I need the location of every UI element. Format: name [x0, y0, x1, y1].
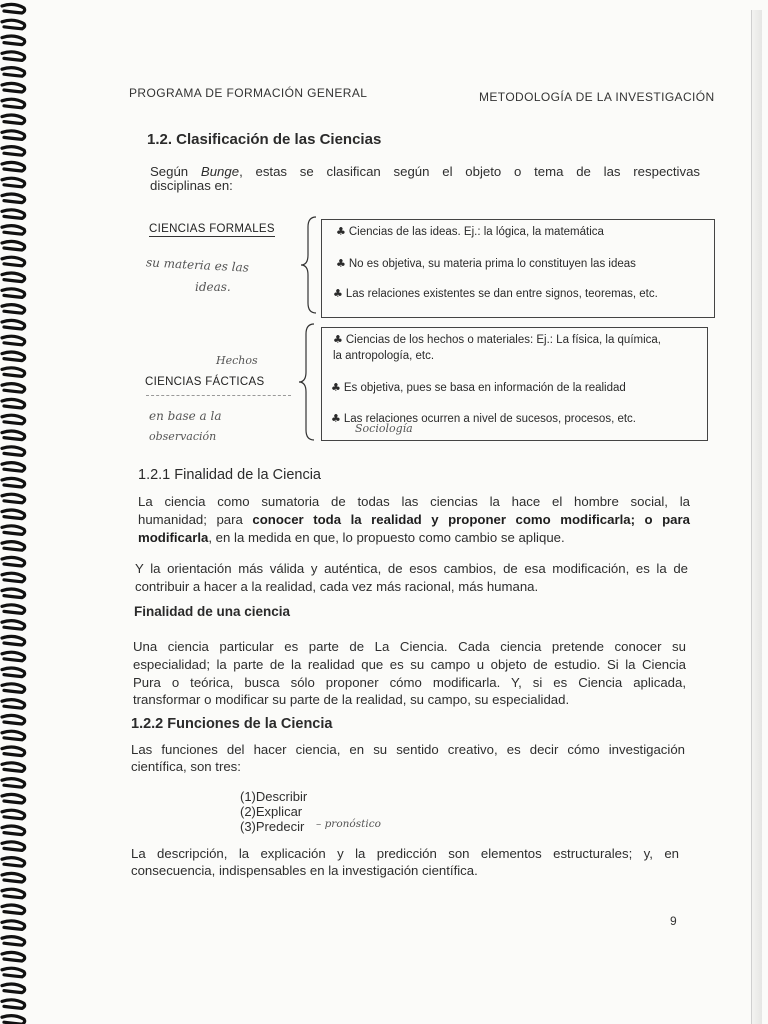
facticas-handwriting-2: en base a la — [149, 409, 222, 423]
spiral-loop — [2, 257, 25, 266]
spiral-loop — [2, 431, 25, 440]
spiral-loop — [2, 968, 25, 977]
121-p1-line3: modificarla, en la medida en que, lo propuesto como cambio se aplique. — [138, 530, 565, 545]
spiral-loop — [2, 873, 25, 882]
facticas-item-2: ♣ Es objetiva, pues se basa en información de la realidad — [331, 381, 626, 394]
facticas-label: CIENCIAS FÁCTICAS — [145, 376, 265, 388]
spiral-loop — [2, 273, 25, 282]
spiral-loop — [2, 573, 25, 582]
spiral-loop — [2, 731, 25, 740]
header-left: PROGRAMA DE FORMACIÓN GENERAL — [129, 86, 368, 100]
spiral-loop — [2, 684, 25, 693]
spiral-loop — [2, 715, 25, 724]
list-item-describir: (1)Describir — [240, 789, 308, 804]
spiral-loop — [2, 763, 25, 772]
page-edge — [751, 10, 762, 1024]
spiral-loop — [2, 20, 25, 29]
spiral-loop — [2, 779, 25, 788]
page-number: 9 — [670, 914, 677, 928]
spiral-loop — [2, 4, 25, 13]
spiral-loop — [2, 336, 25, 345]
facticas-handwriting-sociologia: Sociología — [355, 422, 413, 435]
122-p2-line1: La descripción, la explicación y la predicción son elementos estructurales; y, en — [131, 846, 679, 861]
spiral-loop — [2, 226, 25, 235]
spiral-loop — [2, 447, 25, 456]
spiral-loop — [2, 289, 25, 298]
122-p1-line2: científica, son tres: — [131, 759, 241, 774]
spiral-loop — [2, 178, 25, 187]
list-item-explicar: (2)Explicar — [240, 804, 303, 819]
spiral-loop — [2, 68, 25, 77]
spiral-loop — [2, 352, 25, 361]
spiral-loop — [2, 241, 25, 250]
spiral-loop — [2, 320, 25, 329]
spiral-loop — [2, 478, 25, 487]
spiral-loop — [2, 605, 25, 614]
intro-line-2: disciplinas en: — [150, 178, 233, 193]
spiral-loop — [2, 384, 25, 393]
spiral-loop — [2, 621, 25, 630]
spiral-loop — [2, 83, 25, 92]
spiral-loop — [2, 905, 25, 914]
facticas-item-1: ♣ Ciencias de los hechos o materiales: Ej.: La física, la química, — [333, 333, 661, 346]
spiral-loop — [2, 842, 25, 851]
facticas-handwriting-hechos: Hechos — [216, 354, 258, 367]
spiral-loop — [2, 952, 25, 961]
121-p3-line2: especialidad; la parte de la realidad que es su campo u objeto de estudio. Si la Ciencia — [133, 657, 686, 672]
spiral-loop — [2, 494, 25, 503]
spiral-loop — [2, 162, 25, 171]
spiral-loop — [2, 747, 25, 756]
formales-item-3: ♣ Las relaciones existentes se dan entre signos, teoremas, etc. — [333, 287, 658, 300]
spiral-loop — [2, 542, 25, 551]
spiral-loop — [2, 399, 25, 408]
spiral-loop — [2, 526, 25, 535]
spiral-loop — [2, 700, 25, 709]
spiral-binding — [0, 0, 30, 1024]
122-p2-line2: consecuencia, indispensables en la investigación científica. — [131, 863, 478, 878]
club-bullet-icon: ♣ — [331, 381, 341, 394]
spiral-loop — [2, 368, 25, 377]
section-122-title: 1.2.2 Funciones de la Ciencia — [131, 716, 333, 732]
spiral-loop — [2, 131, 25, 140]
spiral-loop — [2, 937, 25, 946]
spiral-loop — [2, 858, 25, 867]
121-subtitle: Finalidad de una ciencia — [134, 604, 291, 619]
121-p3-line4: transformar o modificar su parte de la realidad, su campo, su especialidad. — [133, 692, 570, 707]
spiral-loop — [2, 889, 25, 898]
spiral-loop — [2, 636, 25, 645]
formales-handwriting-2: ideas. — [195, 280, 231, 294]
formales-label: CIENCIAS FORMALES — [149, 223, 275, 235]
facticas-dash-line — [146, 395, 291, 396]
club-bullet-icon: ♣ — [336, 257, 346, 270]
121-p1-line2: humanidad; para conocer toda la realidad y proponer como modificarla; o para — [138, 512, 690, 527]
spiral-loop — [2, 415, 25, 424]
121-p1-line1: La ciencia como sumatoria de todas las ciencias la hace el hombre social, la — [138, 494, 690, 509]
club-bullet-icon: ♣ — [331, 412, 341, 425]
spiral-loop — [2, 210, 25, 219]
spiral-loop — [2, 115, 25, 124]
intro-line-1: Según Bunge, estas se clasifican según el objeto o tema de las respectivas — [150, 164, 700, 179]
club-bullet-icon: ♣ — [333, 287, 343, 300]
spiral-loop — [2, 921, 25, 930]
spiral-loop — [2, 194, 25, 203]
spiral-loop — [2, 510, 25, 519]
spiral-loop — [2, 147, 25, 156]
spiral-loop — [2, 99, 25, 108]
spiral-loop — [2, 810, 25, 819]
predecir-handwriting: – pronóstico — [316, 818, 381, 830]
spiral-loop — [2, 794, 25, 803]
club-bullet-icon: ♣ — [333, 333, 343, 346]
spiral-loop — [2, 52, 25, 61]
spiral-loop — [2, 826, 25, 835]
spiral-loop — [2, 463, 25, 472]
spiral-loop — [2, 984, 25, 993]
facticas-handwriting-3: observación — [149, 430, 217, 443]
spiral-loop — [2, 557, 25, 566]
header-right: METODOLOGÍA DE LA INVESTIGACIÓN — [479, 90, 715, 104]
spiral-loop — [2, 589, 25, 598]
121-p2-line1: Y la orientación más válida y auténtica, de esos cambios, de esa modificación, es la de — [135, 561, 688, 576]
facticas-item-1-cont: la antropología, etc. — [333, 350, 435, 362]
121-p3-line3: Pura o teórica, busca sólo proponer cómo modificarla. Y, si es Ciencia aplicada, — [133, 675, 686, 690]
facticas-brace — [296, 322, 318, 442]
facticas-item-3: ♣ Las relaciones ocurren a nivel de sucesos, procesos, etc. — [331, 412, 637, 425]
spiral-loop — [2, 652, 25, 661]
121-p3-line1: Una ciencia particular es parte de La Ciencia. Cada ciencia pretende conocer su — [133, 639, 686, 654]
spiral-loop — [2, 1016, 25, 1024]
formales-handwriting-1: su materia es las — [145, 255, 250, 275]
formales-brace — [298, 215, 320, 315]
formales-item-2: ♣ No es objetiva, su materia prima lo constituyen las ideas — [336, 257, 636, 270]
122-p1-line1: Las funciones del hacer ciencia, en su sentido creativo, es decir cómo investigación — [131, 742, 685, 757]
club-bullet-icon: ♣ — [336, 225, 346, 238]
formales-item-1: ♣ Ciencias de las ideas. Ej.: la lógica, la matemática — [336, 225, 604, 238]
spiral-loop — [2, 1000, 25, 1009]
spiral-loop — [2, 36, 25, 45]
spiral-loop — [2, 305, 25, 314]
section-121-title: 1.2.1 Finalidad de la Ciencia — [138, 467, 321, 483]
spiral-loop — [2, 668, 25, 677]
121-p2-line2: contribuir a hacer a la realidad, cada vez más racional, más humana. — [135, 579, 539, 594]
list-item-predecir: (3)Predecir — [240, 819, 305, 834]
section-title: 1.2. Clasificación de las Ciencias — [147, 131, 382, 148]
